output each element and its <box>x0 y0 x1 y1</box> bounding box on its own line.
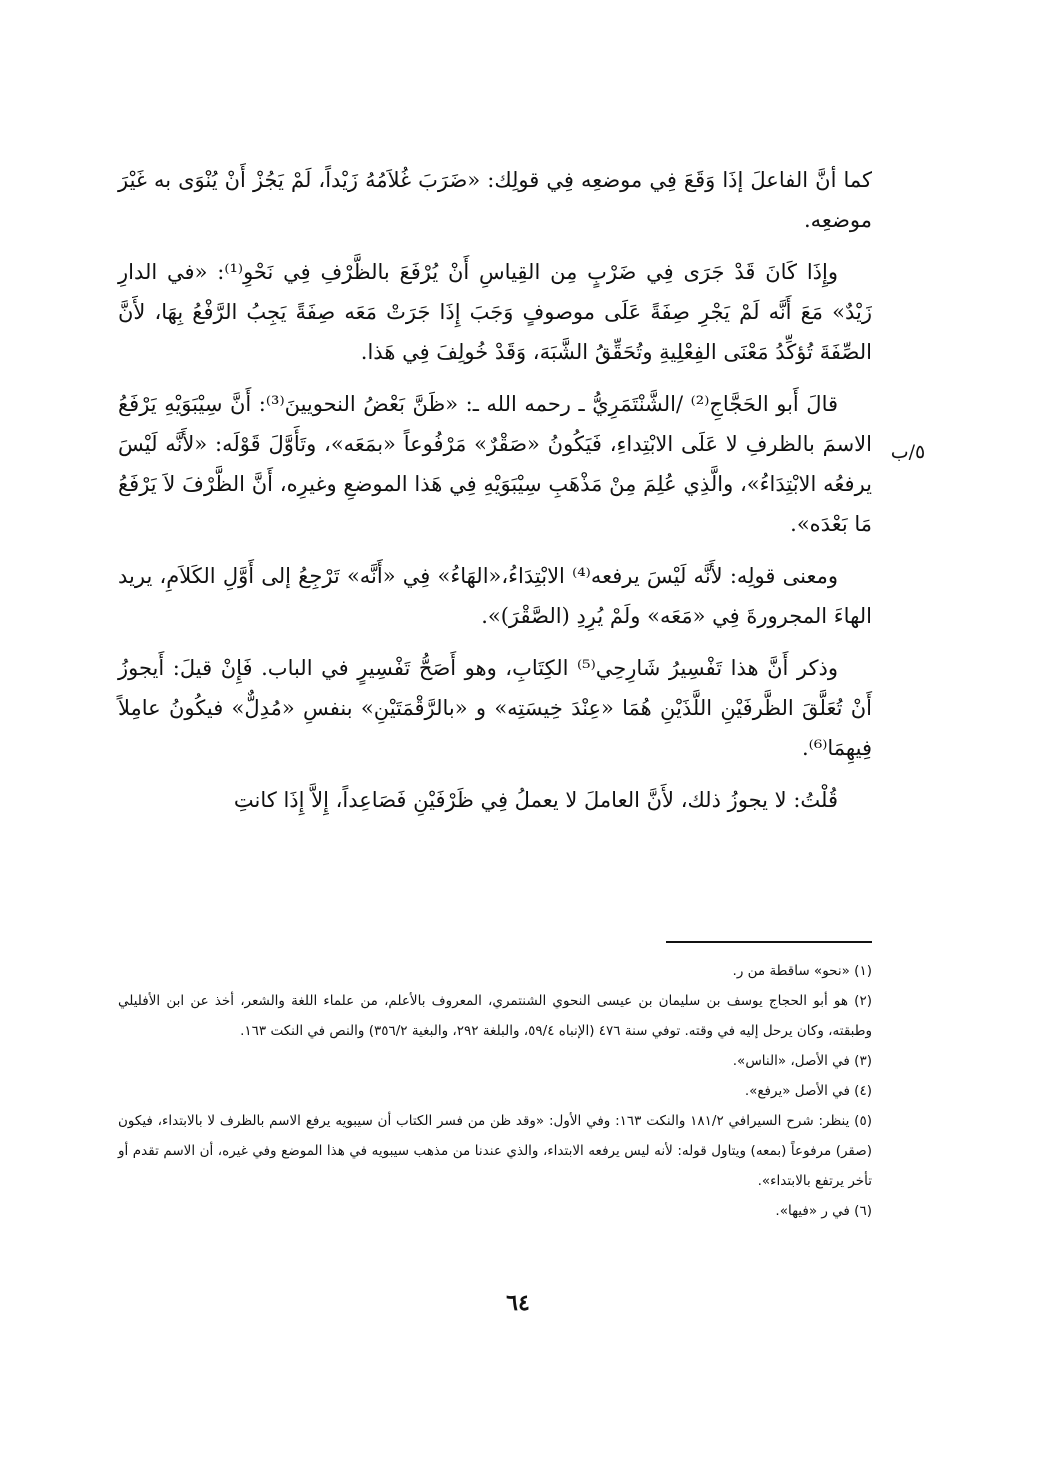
footnote-4: (٤) في الأصل «يرفع». <box>744 1083 872 1099</box>
footnote-separator <box>666 941 872 943</box>
manuscript-folio-marker: ٥/ب <box>890 441 926 463</box>
footnote-6: (٦) في ر «فيها». <box>775 1203 872 1219</box>
paragraph-3: قالَ أَبو الحَجَّاجِ⁽²⁾ /الشَّنْتَمَرِيُّ ـ رحمه الله ـ: «ظَنَّ بَعْضُ النحويينَ⁽³⁾: أَنَّ سِيْبَوَيْهِ يَرْفَعُ الاسمَ بالظرفِ لا عَلَى الابْتِداءِ، فَيَكُونُ «صَقْرٌ» مَرْفُوعاً «بمَعَه»، وتَأَوَّلَ قَوْلَه: «لأَنَّه لَيْسَ يرفعُه الابْتِدَاءُ»، والَّذِي عُلِمَ مِنْ مَذْهَبِ سِيْبَوَيْهِ فِي هَذا الموضعِ وغيرِه، أَنَّ الظَّرْفَ لاَ يَرْفَعُ مَا بَعْدَه». <box>118 392 872 536</box>
paragraph-4: ومعنى قولِه: لأَنَّه لَيْسَ يرفعه⁽⁴⁾ الابْتِدَاءُ،«الهَاءُ» فِي «أَنَّه» تَرْجِعُ إلى أَوَّلِ الكَلاَمِ، يريد الهاءَ المجرورةَ فِي «مَعَه» ولَمْ يُرِدِ (الصَّقْرَ)». <box>118 564 872 628</box>
footnote-1: (١) «نحو» ساقطة من ر. <box>732 963 872 979</box>
page-number: ٦٤ <box>506 1290 530 1316</box>
footnote-3: (٣) في الأصل، «الناس». <box>732 1053 872 1069</box>
footnote-2: (٢) هو أبو الحجاج يوسف بن سليمان بن عيسى النحوي الشنتمري، المعروف بالأعلم، من علماء اللغة والشعر، أخذ عن ابن الأفليلي وطبقته، وكان يرحل إليه في وقته. توفي سنة ٤٧٦ (الإنباه ٥٩/٤، والبلغة ٢٩٢، والبغية ٣٥٦/٢) والنص في النكت ١٦٣. <box>118 993 872 1039</box>
main-text <box>118 160 872 832</box>
paragraph-5: وذكر أَنَّ هذا تَفْسِيرُ شَارِحِي⁽⁵⁾ الكِتَابِ، وهو أَصَحُّ تَفْسِيرٍ في الباب. فَإِنْ قيلَ: أَيجوزُ أَنْ تُعَلَّقَ الظَّرفَيْنِ اللَّذَيْنِ هُمَا «عِنْدَ خِيسَتِه» و «بالرَّقْمَتَيْنِ» بنفسِ «مُدِلٌّ» فيكُونُ عامِلاً فِيهِمَا⁽⁶⁾. <box>118 656 872 760</box>
footnote-5: (٥) ينظر: شرح السيرافي ١٨١/٢ والنكت ١٦٣: وفي الأول: «وقد ظن من فسر الكتاب أن سيبويه يرفع الاسم بالظرف لا بالابتداء، فيكون (صقر) مرفوعاً (بمعه) ويتاول قوله: لأنه ليس يرفعه الابتداء، والذي عندنا من مذهب سيبويه في هذا الموضع وفي غيره، أن الاسم تقدم أو تأخر يرتفع بالابتداء». <box>118 1113 872 1189</box>
footnotes <box>118 956 872 1226</box>
paragraph-2: وإِذَا كَانَ قَدْ جَرَى فِي ضَرْبٍ مِن القِياسِ أَنْ يُرْفَعَ بالظَّرْفِ فِي نَحْوِ⁽¹⁾: «في الدارِ زَيْدٌ» مَعَ أَنَّه لَمْ يَجْرِ صِفَةً عَلَى موصوفٍ وَجَبَ إِذَا جَرَتْ مَعَه صِفَةً يَجِبُ الرَّفْعُ بِهَا، لأَنَّ الصِّفَةَ تُؤكِّدُ مَعْنَى الفِعْلِيةِ وتُحَقِّقُ الشَّبَهَ، وَقَدْ خُولِفَ فِي هَذا. <box>118 260 872 364</box>
paragraph-6: قُلْتُ: لا يجوزُ ذلك، لأَنَّ العاملَ لا يعملُ فِي ظَرْفَيْنِ فَصَاعِداً، إِلاَّ إِذَا كانتِ <box>233 788 838 812</box>
paragraph-1: كما أنَّ الفاعلَ إذَا وَقَعَ فِي موضعِه فِي قولِك: «ضَرَبَ غُلاَمُهُ زَيْداً، لَمْ يَجُزْ أَنْ يُنْوَى به غَيْرَ موضعِه. <box>118 168 872 232</box>
